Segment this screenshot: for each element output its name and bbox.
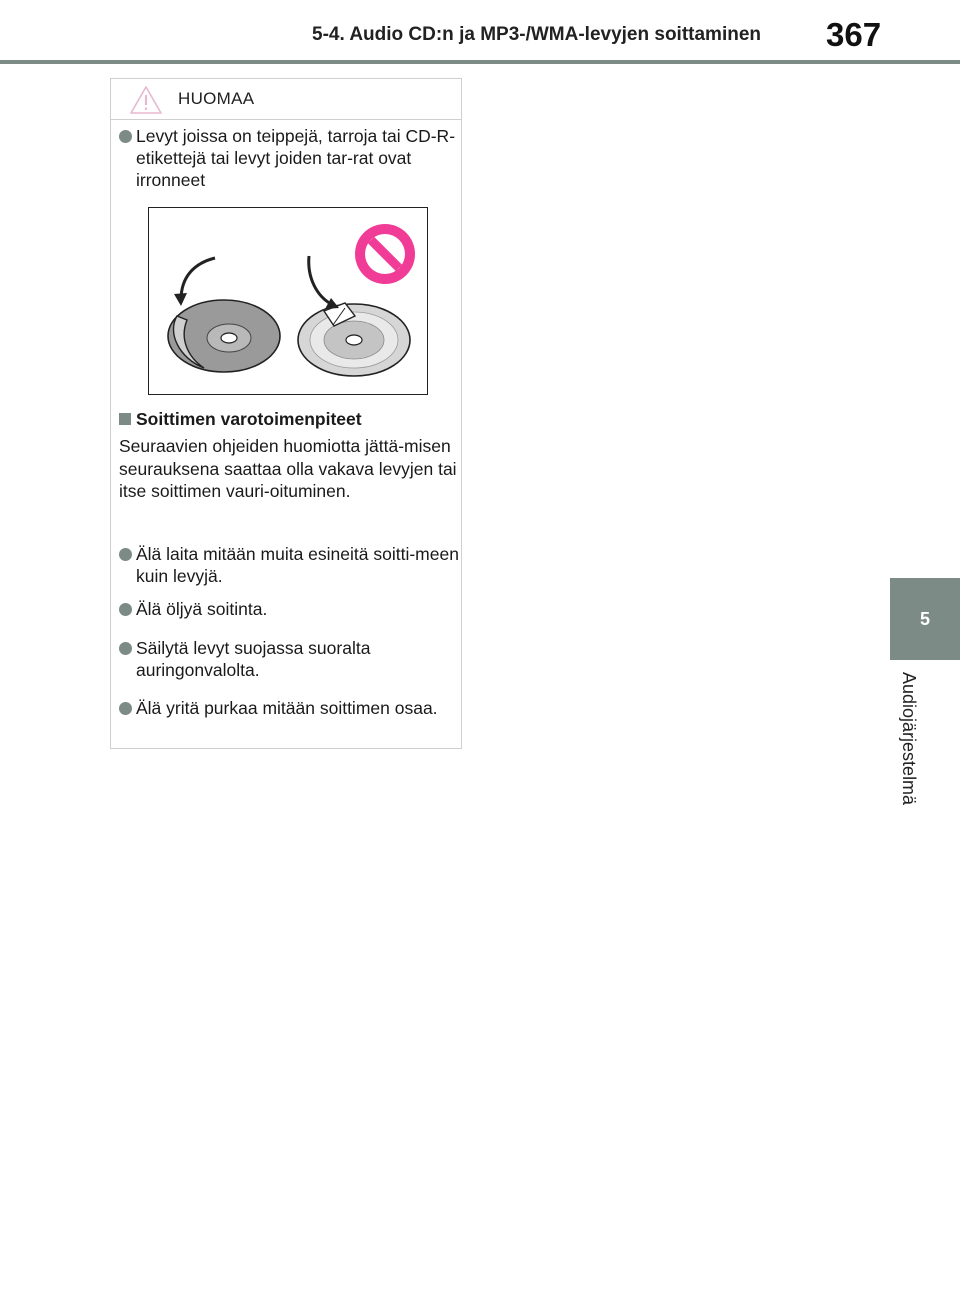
chapter-label: Audiojärjestelmä	[899, 672, 919, 806]
list-item-text: Älä yritä purkaa mitään soittimen osaa.	[136, 698, 438, 718]
no-entry-icon	[355, 224, 415, 284]
arrow-icon	[309, 256, 331, 304]
notice-box	[110, 78, 462, 749]
damaged-discs-illustration	[148, 207, 428, 395]
square-bullet-icon	[119, 413, 131, 425]
section-heading-text: Soittimen varotoimenpiteet	[136, 409, 362, 429]
list-item-text: Säilytä levyt suojassa suoralta auringonvalolta.	[136, 638, 371, 680]
section-title: 5-4. Audio CD:n ja MP3-/WMA-levyjen soittaminen	[312, 24, 762, 45]
discs-drawing	[149, 208, 427, 394]
page-number: 367	[826, 16, 882, 53]
notice-header	[111, 79, 461, 120]
list-item-text: Älä laita mitään muita esineitä soitti-meen kuin levyjä.	[136, 544, 459, 586]
bullet-icon	[119, 548, 132, 561]
disc-icon	[298, 303, 410, 376]
intro-paragraph: Seuraavien ohjeiden huomiotta jättä-misen seurauksena saattaa olla vakava levyjen tai itse soittimen vauri-oituminen.	[119, 436, 457, 501]
list-item-text: Älä öljyä soitinta.	[136, 599, 268, 619]
header-divider	[0, 60, 960, 64]
disc-icon	[168, 300, 280, 372]
list-item	[119, 543, 459, 587]
list-item	[119, 697, 459, 719]
section-heading	[119, 409, 362, 430]
chapter-tab	[890, 578, 960, 660]
bullet-icon	[119, 130, 132, 143]
bullet-icon	[119, 702, 132, 715]
warning-icon	[129, 85, 163, 115]
list-item-text: Levyt joissa on teippejä, tarroja tai CD-R-etikettejä tai levyt joiden tar-rat ovat irronneet	[136, 126, 456, 190]
bullet-icon	[119, 642, 132, 655]
list-item	[119, 598, 459, 620]
bullet-icon	[119, 603, 132, 616]
chapter-number: 5	[919, 608, 930, 629]
list-item	[119, 125, 459, 191]
notice-title: HUOMAA	[178, 89, 255, 108]
list-item	[119, 637, 459, 681]
